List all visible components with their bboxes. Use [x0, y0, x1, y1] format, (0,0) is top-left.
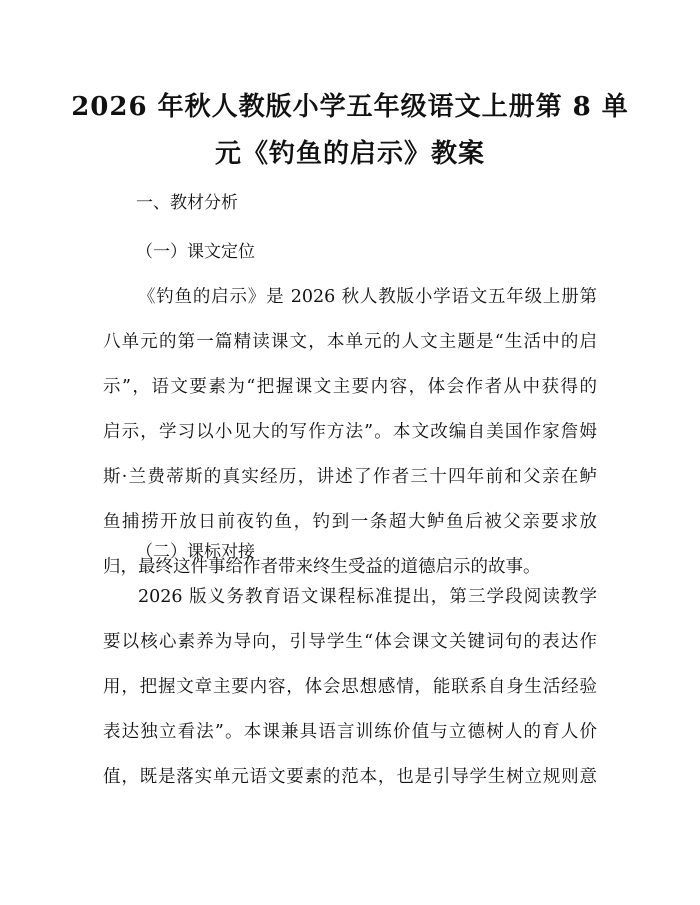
paragraph-2 — [103, 575, 597, 800]
subsection-heading-1: （一）课文定位 — [136, 242, 255, 262]
document-title-line-1: 2026 年秋人教版小学五年级语文上册第 8 单 — [71, 92, 629, 122]
section-heading: 一、教材分析 — [136, 193, 238, 213]
paragraph-line: 归，最终这件事给作者带来终生受益的道德启示的故事。 — [103, 557, 541, 577]
paragraph-line: 要以核心素养为导向，引导学生“体会课文关键词句的表达作 — [103, 632, 597, 652]
paragraph-line: 用，把握文章主要内容，体会思想感情，能联系自身生活经验 — [103, 677, 597, 697]
paragraph-line: 八单元的第一篇精读课文，本单元的人文主题是“生活中的启 — [103, 332, 597, 352]
paragraph-line: 2026 版义务教育语文课程标准提出，第三学段阅读教学 — [138, 587, 597, 607]
paragraph-line: 《钓鱼的启示》是 2026 秋人教版小学语文五年级上册第 — [138, 287, 597, 307]
subsection-heading-2: （二）课标对接 — [136, 542, 255, 562]
document-title-line-2: 元《钓鱼的启示》教案 — [214, 139, 485, 169]
paragraph-line: 示”，语文要素为“把握课文主要内容，体会作者从中获得的 — [103, 377, 597, 397]
paragraph-line: 启示，学习以小见大的写作方法”。本文改编自美国作家詹姆 — [103, 422, 597, 442]
paragraph-line: 值，既是落实单元语文要素的范本，也是引导学生树立规则意 — [103, 767, 597, 787]
paragraph-line: 表达独立看法”。本课兼具语言训练价值与立德树人的育人价 — [103, 722, 597, 742]
paragraph-line: 斯·兰费蒂斯的真实经历，讲述了作者三十四年前和父亲在鲈 — [103, 467, 597, 487]
paragraph-line: 鱼捕捞开放日前夜钓鱼，钓到一条超大鲈鱼后被父亲要求放 — [103, 512, 597, 532]
